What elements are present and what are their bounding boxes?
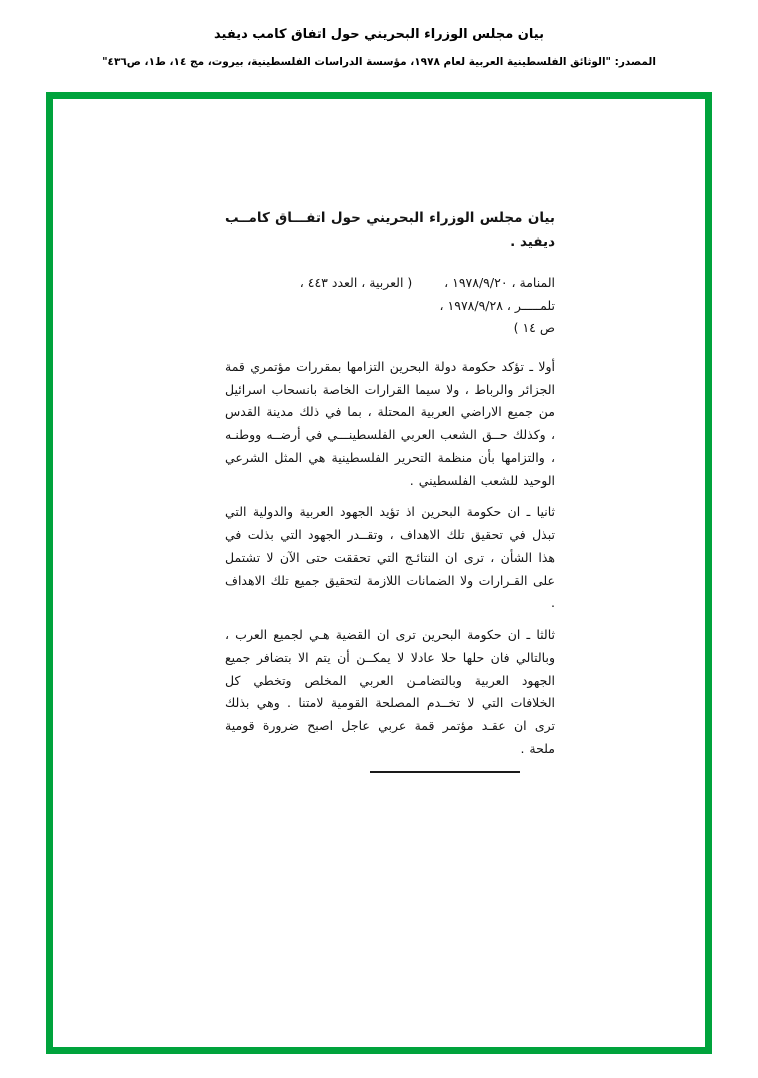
page-header (0, 0, 758, 70)
scan-metadata-line: تلمـــــر ، ١٩٧٨/٩/٢٨ ، (439, 297, 555, 313)
scan-paragraph: أولا ـ تؤكد حكومة دولة البحرين التزامها بمقررات مؤتمري قمة الجزائر والرباط ، ولا سيما القرارات الخاصة بانسحاب اسرائيل من جميع الاراضي العربية المحتلة ، بما في ذلك مدينة القدس ، وكذلك حــق الشعب العربي الفلسطينـــي في أرضــه ووطنـه ، والتزامها بأن منظمة التحرير الفلسطينية هي المثل الشرعي الوحيد للشعب الفلسطيني . (225, 358, 555, 488)
scan-text-column (225, 207, 555, 770)
scan-paragraph: ثانيا ـ ان حكومة البحرين اذ تؤيد الجهود العربية والدولية التي تبذل في تحقيق تلك الاهداف ، وتقــدر الجهود التي بذلت في هذا الشأن ، ترى ان النتائـج التي تحققت حتى الآن لا تشتمل على القـرارات ولا الضمانات اللازمة لتحقيق جميع تلك الاهداف . (225, 504, 555, 611)
scanned-document-frame (46, 92, 712, 1054)
horizontal-rule (370, 771, 520, 773)
page-title: بيان مجلس الوزراء البحريني حول اتفاق كامب ديفيد (214, 27, 544, 42)
scan-paragraph: ثالثا ـ ان حكومة البحرين ترى ان القضية هـي لجميع العرب ، وبالتالي فان حلها حلا عادلا لا يمكــن أن يتم الا بتضافر جميع الجهود العربية وبالتضامـن العربي المخلص وتخطي كل الخلافات التي لا تخــدم المصلحة القومية لامتنا . وهي بذلك ترى ان عقـد مؤتمر قمة عربي عاجل اصبح ضرورة قومية ملحة . (225, 627, 555, 756)
source-citation: المصدر: "الوثائق الفلسطينية العربية لعام ١٩٧٨، مؤسسة الدراسات الفلسطينية، بيروت، مج ١٤، ط١، ص٤٣٦" (102, 56, 656, 69)
scan-metadata-line: ص ١٤ ) (513, 320, 555, 336)
scan-metadata-line: المنامة ، ١٩٧٨/٩/٢٠ ، ( العربية ، العدد ٤٤٣ ، (299, 275, 555, 291)
scan-heading: بيان مجلس الوزراء البحريني حول اتفـــاق كامــب ديفيد . (225, 210, 555, 250)
scan-metadata (225, 272, 555, 340)
scanned-page-content (53, 99, 705, 1047)
scan-body (225, 356, 555, 761)
